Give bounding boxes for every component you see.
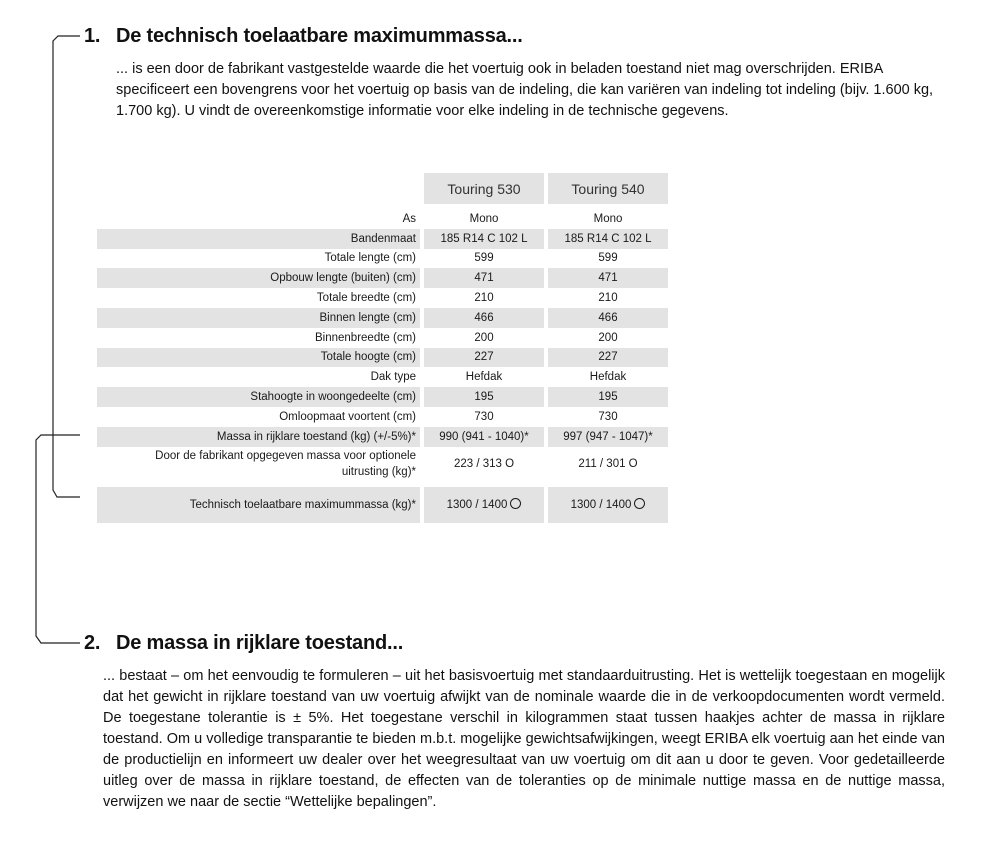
table-row (97, 487, 668, 523)
row-value: 466 (424, 308, 544, 328)
section2-heading (84, 632, 403, 655)
section2-number: 2. (84, 632, 101, 654)
section1-heading (84, 25, 523, 48)
section2-body: ... bestaat – om het eenvoudig te formuleren – uit het basisvoertuig met standaarduitrusting. Het is wettelijk toegestaan en mogelijk dat het gewicht in rijklare toestand van uw voertuig afwijkt van de nominale waarde die in de verkoopdocumenten wordt vermeld. De toegestane tolerantie is ± 5%. Het toegestane verschil in kilogrammen staat tussen haakjes achter de massa in rijklare toestand. Om u volledige transparantie te bieden m.b.t. mogelijke gewichtsafwijkingen, weegt ERIBA elk voertuig aan het einde van de productielijn en informeert uw dealer over het weegresultaat van uw voertuig om dit aan u door te geven. Voor gedetailleerde uitleg over de massa in rijklare toestand, de effecten van de toleranties op de minimale nuttige massa en de nuttige massa, verwijzen we naar de sectie “Wettelijke bepalingen”. (103, 668, 945, 810)
row-label: Massa in rijklare toestand (kg) (+/-5%)* (97, 427, 420, 447)
section1-title: De technisch toelaatbare maximummassa... (116, 25, 523, 47)
row-value-text: 1300 / 1400 (570, 499, 632, 512)
row-value: 471 (424, 268, 544, 288)
row-label-line1: Door de fabrikant opgegeven massa voor optionele (155, 450, 416, 463)
row-value: 195 (424, 387, 544, 407)
table-row (97, 387, 668, 407)
table-row (97, 328, 668, 348)
row-value: 185 R14 C 102 L (548, 229, 668, 249)
row-value: 466 (548, 308, 668, 328)
table-row (97, 447, 668, 482)
bracket-section1 (53, 36, 80, 497)
spec-table (93, 173, 672, 523)
row-label: Binnenbreedte (cm) (315, 331, 416, 344)
row-value: 210 (598, 292, 618, 305)
row-value: Mono (593, 212, 623, 225)
row-label: Bandenmaat (97, 229, 420, 249)
table-row (97, 209, 668, 229)
table-row (97, 407, 668, 427)
row-value: 185 R14 C 102 L (424, 229, 544, 249)
circle-outline-icon (510, 498, 521, 509)
row-value: 200 (474, 331, 494, 344)
row-label: Totale hoogte (cm) (97, 348, 420, 368)
row-label: Technisch toelaatbare maximummassa (kg)* (97, 487, 420, 523)
row-label: Totale breedte (cm) (316, 292, 416, 305)
row-value: 211 / 301 O (578, 458, 638, 471)
row-value: 223 / 313 O (453, 458, 515, 471)
row-label: Opbouw lengte (buiten) (cm) (97, 268, 420, 288)
section1-body: ... is een door de fabrikant vastgestelde waarde die het voertuig ook in beladen toestand niet mag overschrijden. ERIBA specificeert een bovengrens voor het voertuig op basis van de indeling, die kan variëren van indeling tot indeling (bijv. 1.600 kg, 1.700 kg). U vindt de overeenkomstige informatie voor elke indeling in de technische gegevens. (116, 61, 934, 119)
circle-outline-icon (634, 498, 645, 509)
row-value: 227 (424, 348, 544, 368)
table-row (97, 308, 668, 328)
section1-number: 1. (84, 25, 101, 47)
row-label: Totale lengte (cm) (324, 252, 416, 265)
row-label-line2: uitrusting (kg)* (341, 466, 416, 479)
row-value: 200 (598, 331, 618, 344)
row-value: 227 (548, 348, 668, 368)
row-value: 195 (548, 387, 668, 407)
column-header-model-2: Touring 540 (548, 173, 668, 204)
row-value (548, 487, 668, 523)
row-value: 990 (941 - 1040)* (424, 427, 544, 447)
table-row (97, 348, 668, 368)
row-value: 730 (474, 410, 494, 423)
row-label (97, 447, 420, 482)
table-row (97, 288, 668, 308)
table-row (97, 427, 668, 447)
section2-title: De massa in rijklare toestand... (116, 632, 404, 654)
row-value (424, 487, 544, 523)
row-value: Mono (469, 212, 499, 225)
row-value-text: 1300 / 1400 (446, 499, 508, 512)
row-value: 210 (474, 292, 494, 305)
table-row (97, 367, 668, 387)
bracket-section2 (36, 435, 80, 643)
row-value: Hefdak (589, 371, 627, 384)
table-row (97, 249, 668, 269)
table-row (97, 229, 668, 249)
row-label: Binnen lengte (cm) (97, 308, 420, 328)
table-header-row (97, 173, 668, 204)
row-value: 997 (947 - 1047)* (548, 427, 668, 447)
table-row (97, 268, 668, 288)
row-label: As (402, 212, 416, 225)
column-header-model-1: Touring 530 (424, 173, 544, 204)
row-value: 730 (598, 410, 618, 423)
row-value: 599 (474, 252, 494, 265)
row-label: Dak type (370, 371, 416, 384)
row-value: 599 (598, 252, 618, 265)
row-label: Stahoogte in woongedeelte (cm) (97, 387, 420, 407)
row-value: 471 (548, 268, 668, 288)
row-value: Hefdak (465, 371, 503, 384)
row-label: Omloopmaat voortent (cm) (279, 410, 416, 423)
